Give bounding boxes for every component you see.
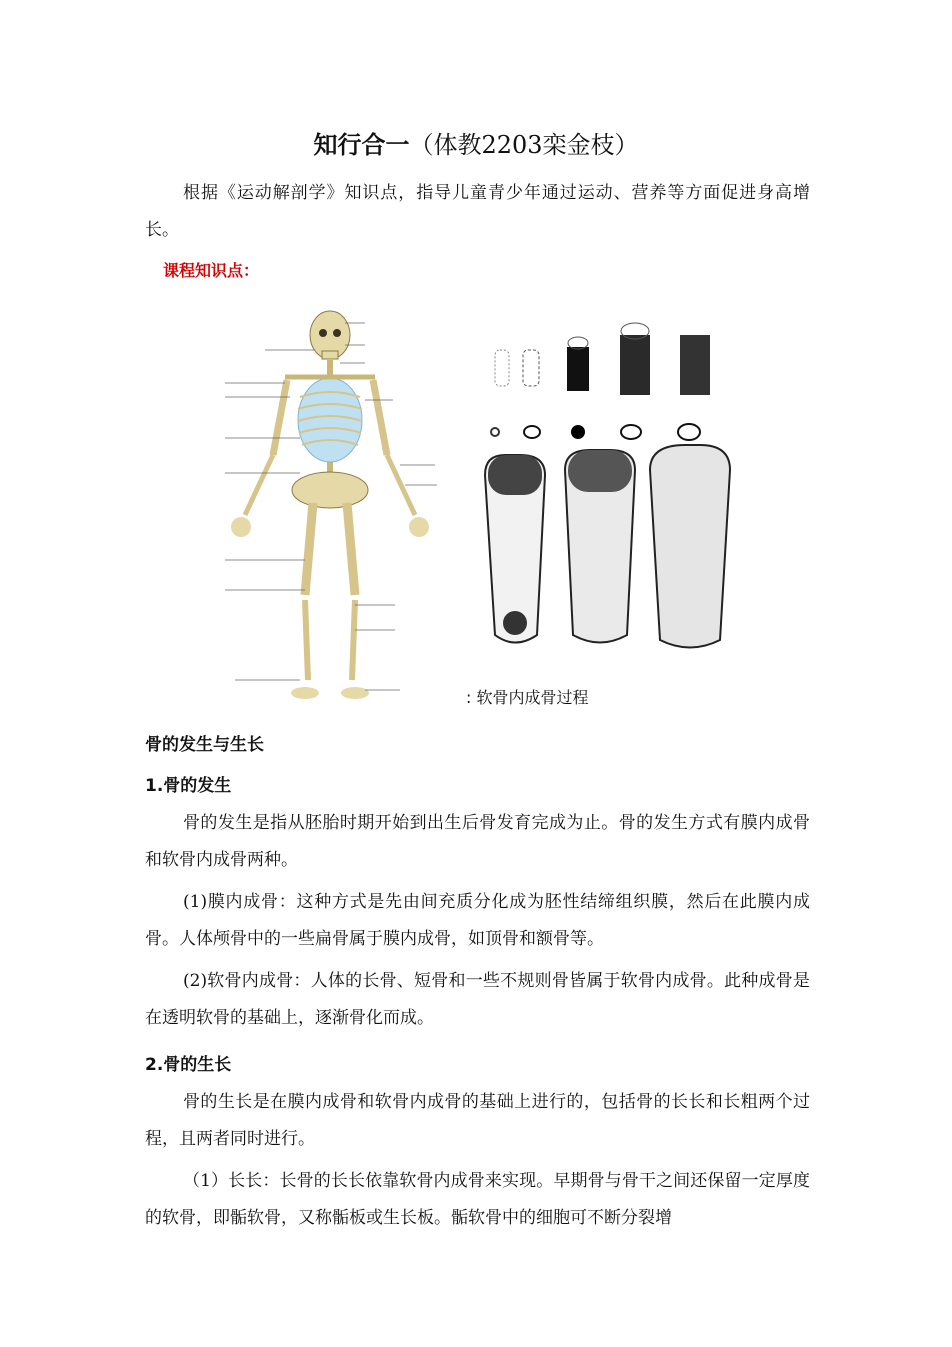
bone-illustration [205, 305, 735, 710]
figure-caption: : 软骨内成骨过程 [466, 688, 589, 707]
s2-paragraph-1: 骨的生长是在膜内成骨和软骨内成骨的基础上进行的，包括骨的长长和长粗两个过程，且两者同时进行。 [145, 1092, 810, 1149]
s1-paragraph-3: (2)软骨内成骨：人体的长骨、短骨和一些不规则骨皆属于软骨内成骨。此种成骨是在透明软骨的基础上，逐渐骨化而成。 [145, 971, 810, 1028]
s2-paragraph-2: （1）长长：长骨的长长依靠软骨内成骨来实现。早期骨与骨干之间还保留一定厚度的软骨，即骺软骨，又称骺板或生长板。骺软骨中的细胞可不断分裂增 [145, 1171, 810, 1228]
s2-heading: 2.骨的生长 [145, 1055, 232, 1075]
figure-panel [205, 305, 735, 710]
title-sub: （体教2203栾金枝） [409, 131, 639, 159]
intro-paragraph: 根据《运动解剖学》知识点，指导儿童青少年通过运动、营养等方面促进身高增长。 [145, 183, 810, 240]
course-label: 课程知识点： [163, 261, 260, 280]
ossification-stages [473, 310, 735, 660]
s1-heading: 1.骨的发生 [145, 776, 232, 796]
section-title: 骨的发生与生长 [145, 735, 264, 755]
s1-paragraph-2: (1)膜内成骨：这种方式是先由间充质分化成为胚性结缔组织膜，然后在此膜内成骨。人体颅骨中的一些扁骨属于膜内成骨，如顶骨和额骨等。 [145, 892, 810, 949]
s1-paragraph-1: 骨的发生是指从胚胎时期开始到出生后骨发育完成为止。骨的发生方式有膜内成骨和软骨内成骨两种。 [145, 813, 810, 870]
page-title [0, 128, 952, 162]
skeleton-figure [205, 305, 455, 710]
title-main: 知行合一 [313, 130, 410, 159]
